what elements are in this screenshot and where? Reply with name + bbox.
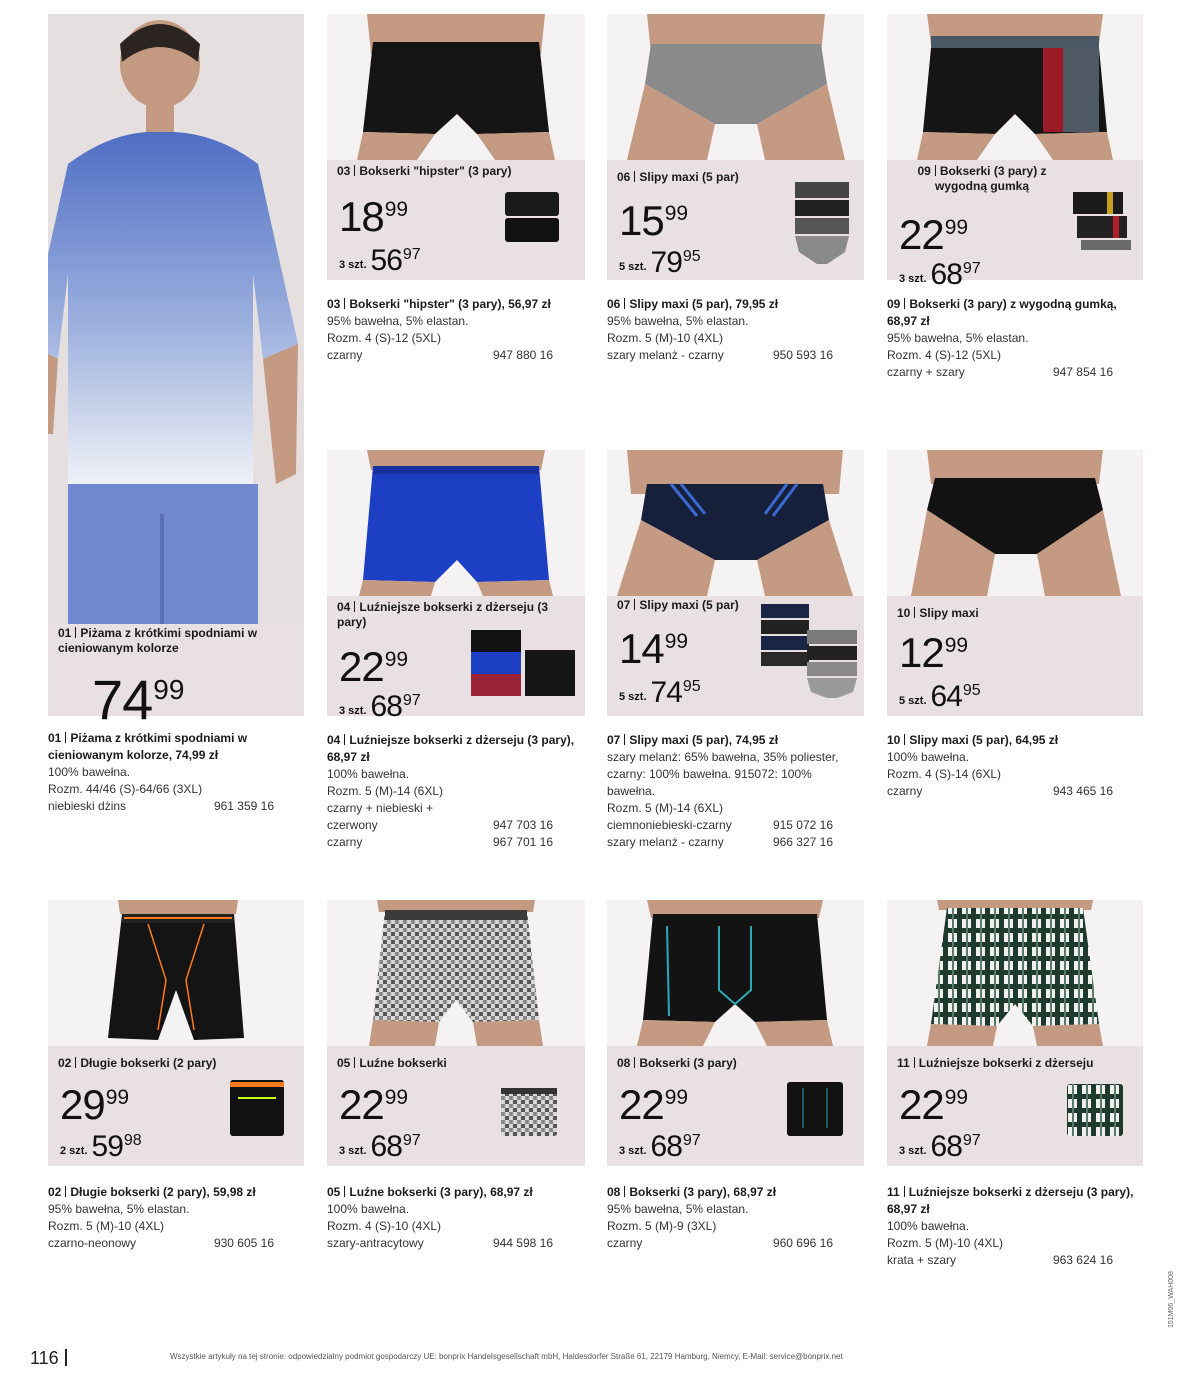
thumb-07 [757, 600, 861, 700]
thumb-08 [783, 1078, 849, 1142]
product-desc-08: 08 Bokserki (3 pary), 68,97 zł 95% bawełna, 5% elastan. Rozm. 5 (M)-9 (3XL) czarny 960 696 16 [607, 1185, 833, 1250]
product-title-08: 08 Bokserki (3 pary) [617, 1056, 737, 1070]
price-11: $22^{99}$ [899, 1081, 969, 1128]
product-title-04: 04 Luźniejsze bokserki z dżerseju (3 pary) [337, 600, 549, 629]
price-01: $74^{99}$ [92, 668, 185, 731]
product-title-01: 01 Piżama z krótkimi spodniami w cieniowanym kolorze [58, 626, 258, 655]
product-title-07: 07 Slipy maxi (5 par) [617, 598, 739, 612]
price-10: $12^{99}$ [899, 629, 969, 676]
multi-price-05: 3 szt. $68^{97}$ [339, 1130, 421, 1163]
thumb-04 [469, 626, 577, 698]
product-photo-09 [887, 14, 1143, 160]
checked-grey-boxers-image [327, 900, 585, 1046]
price-07: $14^{99}$ [619, 625, 689, 672]
product-photo-07 [607, 450, 864, 596]
multi-price-03: 3 szt. $56^{97}$ [339, 244, 421, 277]
long-boxers-image [48, 900, 304, 1046]
price-09: $22^{99}$ [899, 211, 969, 258]
product-card-07[interactable] [607, 450, 864, 716]
thumb-09 [1069, 186, 1135, 252]
thumb-02 [224, 1076, 290, 1140]
price-08: $22^{99}$ [619, 1081, 689, 1128]
price-04: $22^{99}$ [339, 643, 409, 690]
green-plaid-boxers-image [887, 900, 1143, 1046]
product-photo-02 [48, 900, 304, 1046]
product-photo-11 [887, 900, 1143, 1046]
product-card-08[interactable] [607, 900, 864, 1166]
product-card-06[interactable] [607, 14, 864, 280]
product-title-02: 02 Długie bokserki (2 pary) [58, 1056, 217, 1070]
price-03: $18^{99}$ [339, 193, 409, 240]
price-05: $22^{99}$ [339, 1081, 409, 1128]
price-02: $29^{99}$ [60, 1081, 130, 1128]
product-title-03: 03 Bokserki "hipster" (3 pary) [337, 164, 512, 178]
product-card-09[interactable] [887, 14, 1143, 291]
black-grey-boxers-image [887, 14, 1143, 160]
product-title-11: 11 Luźniejsze bokserki z dżerseju [897, 1056, 1094, 1070]
black-boxers-blue-stitch-image [607, 900, 864, 1046]
product-card-02[interactable] [48, 900, 304, 1166]
product-photo-10 [887, 450, 1143, 596]
product-photo-06 [607, 14, 864, 160]
multi-price-11: 3 szt. $68^{97}$ [899, 1130, 981, 1163]
thumb-03 [499, 184, 565, 250]
navy-slips-image [607, 450, 864, 596]
multi-price-04: 3 szt. $68^{97}$ [339, 690, 421, 723]
product-card-03[interactable] [327, 14, 585, 280]
product-card-11[interactable] [887, 900, 1143, 1166]
product-card-05[interactable] [327, 900, 585, 1166]
thumb-11 [1063, 1080, 1129, 1140]
product-desc-06: 06 Slipy maxi (5 par), 79,95 zł 95% bawełna, 5% elastan. Rozm. 5 (M)-10 (4XL) szary melanż - czarny 950 593 16 [607, 297, 833, 362]
product-title-10: 10 Slipy maxi [897, 606, 979, 620]
product-desc-09: 09 Bokserki (3 pary) z wygodną gumką, 68,97 zł 95% bawełna, 5% elastan. Rozm. 4 (S)-12 (5XL) czarny + szary 947 854 16 [887, 297, 1117, 379]
pyjama-model-image [48, 14, 304, 624]
multi-price-07: 5 szt. $74^{95}$ [619, 676, 701, 709]
product-desc-02: 02 Długie bokserki (2 pary), 59,98 zł 95% bawełna, 5% elastan. Rozm. 5 (M)-10 (4XL) czarno-neonowy 930 605 16 [48, 1185, 274, 1250]
blue-boxers-image [327, 450, 585, 596]
side-catalog-code: 151M06_WAH008 [1168, 1271, 1175, 1328]
product-desc-05: 05 Luźne bokserki (3 pary), 68,97 zł 100% bawełna. Rozm. 4 (S)-10 (4XL) szary-antracytowy 944 598 16 [327, 1185, 553, 1250]
product-desc-11: 11 Luźniejsze bokserki z dżerseju (3 pary), 68,97 zł 100% bawełna. Rozm. 5 (M)-10 (4XL) krata + szary 963 624 16 [887, 1185, 1134, 1267]
product-photo-05 [327, 900, 585, 1046]
multi-price-08: 3 szt. $68^{97}$ [619, 1130, 701, 1163]
multi-price-06: 5 szt. $79^{95}$ [619, 246, 701, 279]
product-card-01[interactable] [48, 14, 304, 731]
product-desc-10: 10 Slipy maxi (5 par), 64,95 zł 100% bawełna. Rozm. 4 (S)-14 (6XL) czarny 943 465 16 [887, 733, 1113, 798]
multi-price-09: 3 szt. $68^{97}$ [899, 258, 981, 291]
footer-legal-text: Wszystkie artykuły na tej stronie: odpowiedzialny podmiot gospodarczy UE: bonprix Handelsgesellschaft mbH, Haldesdorfer Straße 61, 22179 Hamburg, Niemcy, E-Mail: service@bonprix.net [170, 1352, 843, 1361]
thumb-05 [497, 1084, 563, 1140]
product-photo-04 [327, 450, 585, 596]
multi-price-10: 5 szt. $64^{95}$ [899, 680, 981, 713]
product-desc-04: 04 Luźniejsze bokserki z dżerseju (3 pary), 68,97 zł 100% bawełna. Rozm. 5 (M)-14 (6XL) czarny + niebieski + czerwony 947 703 16 czarny 967 701 16 [327, 733, 575, 849]
product-title-05: 05 Luźne bokserki [337, 1056, 447, 1070]
page-number: 116 [30, 1348, 67, 1369]
product-title-09: 09 Bokserki (3 pary) z wygodną gumką [917, 164, 1047, 193]
product-card-04[interactable] [327, 450, 585, 723]
black-slips-image [887, 450, 1143, 596]
product-desc-07: 07 Slipy maxi (5 par), 74,95 zł szary melanż: 65% bawełna, 35% poliester, czarny: 100% bawełna. 915072: 100% bawełna. Rozm. 5 (M)-14 (6XL) ciemnoniebieski-czarny 915 072 16 szary melanż - czarny 966 327 16 [607, 733, 839, 849]
product-photo-03 [327, 14, 585, 160]
product-desc-03: 03 Bokserki "hipster" (3 pary), 56,97 zł 95% bawełna, 5% elastan. Rozm. 4 (S)-12 (5XL) czarny 947 880 16 [327, 297, 553, 362]
product-card-10[interactable] [887, 450, 1143, 716]
product-title-06: 06 Slipy maxi (5 par) [617, 170, 739, 184]
black-hipster-boxers-image [327, 14, 585, 160]
multi-price-02: 2 szt. $59^{98}$ [60, 1130, 142, 1163]
product-photo-08 [607, 900, 864, 1046]
thumb-06 [789, 178, 855, 268]
grey-slips-image [607, 14, 864, 160]
price-06: $15^{99}$ [619, 197, 689, 244]
product-photo-pyjama [48, 14, 304, 624]
product-desc-01: 01 Piżama z krótkimi spodniami w cieniowanym kolorze, 74,99 zł 100% bawełna. Rozm. 44/46 (S)-64/66 (3XL) niebieski dżins 961 359 16 [48, 731, 274, 813]
